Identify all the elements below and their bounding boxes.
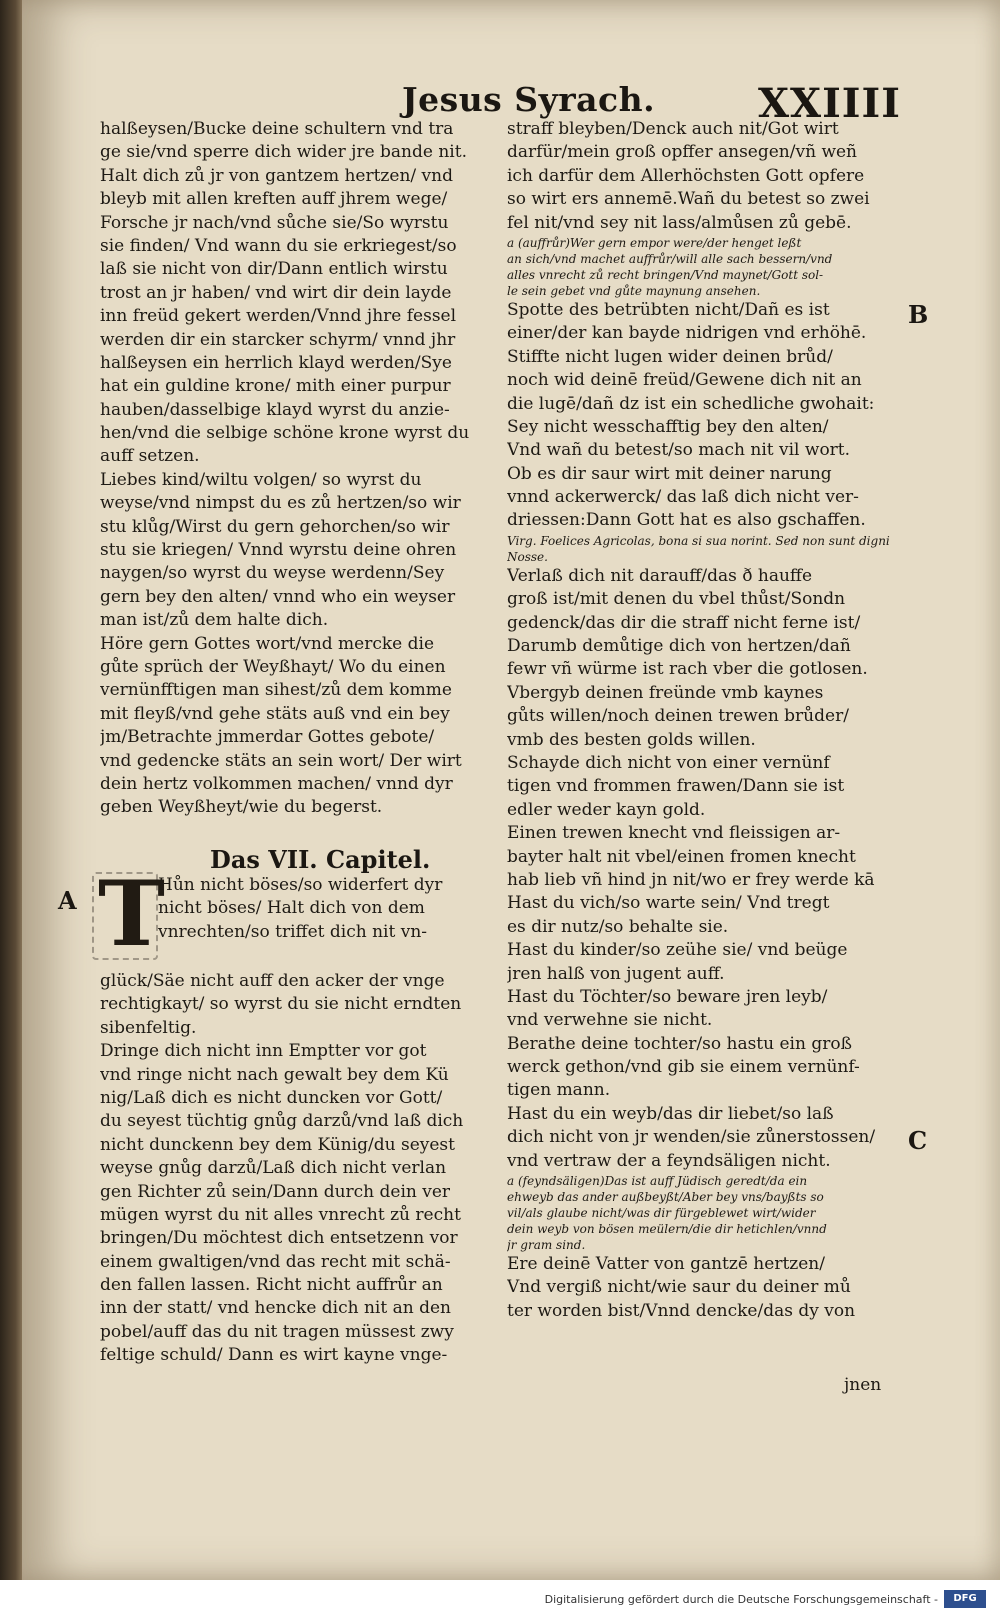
gloss-line: an sich/vnd machet auffrůr/will alle sach bessern/vnd [507,251,833,266]
text-line: Hast du vich/so warte sein/ Vnd tregt [507,893,830,914]
gloss-line: a (feyndsäligen)Das ist auff Jüdisch geredt/da ein [507,1174,808,1189]
text-line: Hůn nicht böses/so widerfert dyr [158,875,443,895]
text-line: Einen trewen knecht vnd fleissigen ar- [507,823,841,844]
book-page [22,0,1000,1580]
text-line: Forsche jr nach/vnd sůche sie/So wyrstu [100,212,449,233]
text-line: sie finden/ Vnd wann du sie erkriegest/so [100,235,457,256]
gloss-line: Nosse. [507,549,548,564]
text-line: gen Richter zů sein/Dann durch dein ver [100,1181,451,1202]
text-line: halßeysen ein herrlich klayd werden/Sye [100,352,452,373]
text-line: du seyest tüchtig gnůg darzů/vnd laß dich [100,1111,464,1132]
text-line: einer/der kan bayde nidrigen vnd erhöhē. [507,323,867,344]
text-line: vnd verwehne sie nicht. [507,1010,713,1031]
text-line: geben Weyßheyt/wie du begerst. [100,797,383,818]
running-title: Jesus Syrach. [402,80,656,119]
text-line: Hast du ein weyb/das dir liebet/so laß [507,1103,834,1124]
text-line: Verlaß dich nit darauff/das ð hauffe [507,565,813,586]
gloss-line: a (auffrůr)Wer gern empor were/der henget leßt [507,235,802,250]
text-line: Halt dich zů jr von gantzem hertzen/ vnd [100,165,453,186]
margin-marker-c: C [908,1126,928,1155]
text-line: fewr vñ würme ist rach vber die gotlosen. [507,659,868,680]
chapter-first-lines [158,874,492,944]
text-line: vnd gedencke stäts an sein wort/ Der wirt [100,750,462,771]
text-line: darfür/mein groß opffer ansegen/vñ weñ [507,142,858,163]
drop-cap-initial: T [98,861,165,967]
folio-number: XXIIII [758,80,901,127]
text-line: Spotte des betrübten nicht/Dañ es ist [507,299,830,320]
text-line: Vnd vergiß nicht/wie saur du deiner mů [507,1277,851,1298]
footer-credit: Digitalisierung gefördert durch die Deutsche Forschungsgemeinschaft - [544,1593,938,1606]
text-line: einem gwaltigen/vnd das recht mit schä- [100,1251,451,1272]
text-line: jm/Betrachte jmmerdar Gottes gebote/ [100,727,435,748]
gloss-line: ehweyb das ander außbeyßt/Aber bey vns/bayßts so [507,1190,824,1205]
text-line: groß ist/mit denen du vbel thůst/Sondn [507,589,846,610]
text-line: gedenck/das dir die straff nicht ferne ist/ [507,612,861,633]
text-line: fel nit/vnd sey nit lass/almůsen zů gebē. [507,212,852,233]
text-line: vnd ringe nicht nach gewalt bey dem Kü [100,1064,449,1085]
text-line: bleyb mit allen kreften auff jhrem wege/ [100,189,448,210]
text-line: tigen vnd frommen frawen/Dann sie ist [507,776,845,797]
text-line: Ob es dir saur wirt mit deiner narung [507,463,832,484]
text-line: vnnd ackerwerck/ das laß dich nicht ver- [507,487,859,508]
text-line: es dir nutz/so behalte sie. [507,916,729,937]
text-line: glück/Säe nicht auff den acker der vnge [100,971,445,991]
text-line: nicht böses/ Halt dich von dem [158,898,425,919]
text-line: mügen wyrst du nit alles vnrecht zů recht [100,1204,461,1225]
text-line: ge sie/vnd sperre dich wider jre bande nit. [100,142,467,163]
text-line: gůts willen/noch deinen trewen brůder/ [507,706,849,727]
text-line: Vnd wañ du betest/so mach nit vil wort. [507,440,851,461]
text-line: gůte sprüch der Weyßhayt/ Wo du einen [100,656,446,677]
text-line: Vbergyb deinen freünde vmb kaynes [507,682,824,703]
text-line: Darumb demůtige dich von hertzen/dañ [507,636,851,657]
gloss-line: le sein gebet vnd gůte maynung ansehen. [507,283,761,298]
text-line: vmb des besten golds willen. [507,729,756,750]
text-line: werden dir ein starcker schyrm/ vnnd jhr [100,329,456,350]
text-line: Sey nicht wesschafftig bey den alten/ [507,416,829,437]
gloss-line: Virg. Foelices Agricolas, bona si sua norint. Sed non sunt digni [507,533,890,548]
text-line: Liebes kind/wiltu volgen/ so wyrst du [100,469,422,490]
text-line: gern bey den alten/ vnnd who ein weyser [100,586,456,607]
text-line: hen/vnd die selbige schöne krone wyrst du [100,423,470,444]
gloss-line: jr gram sind. [507,1238,586,1253]
text-line: naygen/so wyrst du weyse werdenn/Sey [100,563,445,584]
left-column [100,118,492,820]
text-line: halßeysen/Bucke deine schultern vnd tra [100,119,454,139]
text-line: stu klůg/Wirst du gern gehorchen/so wir [100,516,450,537]
text-line: mit fleyß/vnd gehe stäts auß vnd ein bey [100,703,450,724]
text-line: hab lieb vñ hind jn nit/wo er frey werde kā [507,869,875,890]
text-line: rechtigkayt/ so wyrst du sie nicht erndten [100,994,462,1015]
text-line: jren halß von jugent auff. [507,963,725,984]
text-line: straff bleyben/Denck auch nit/Got wirt [507,119,839,139]
text-line: man ist/zů dem halte dich. [100,610,329,631]
text-line: bringen/Du möchtest dich entsetzenn vor [100,1228,458,1249]
chapter-body [100,970,492,1368]
gloss-line: dein weyb von bösen meülern/die dir hetichlen/vnnd [507,1222,827,1237]
text-line: noch wid deinē freüd/Gewene dich nit an [507,370,862,391]
text-line: inn der statt/ vnd hencke dich nit an den [100,1298,451,1319]
text-line: Schayde dich nicht von einer vernünf [507,752,830,773]
text-line: feltige schuld/ Dann es wirt kayne vnge- [100,1345,448,1366]
text-line: die lugē/dañ dz ist ein schedliche gwohait: [507,393,875,414]
text-line: den fallen lassen. Richt nicht auffrůr an [100,1275,443,1296]
margin-marker-a: A [58,886,77,915]
catchword: jnen [844,1375,882,1395]
text-line: stu sie kriegen/ Vnnd wyrstu deine ohren [100,540,457,561]
text-line: vernünfftigen man sihest/zů dem komme [100,680,452,701]
text-line: ich darfür dem Allerhöchsten Gott opfere [507,165,865,186]
text-line: ter worden bist/Vnnd dencke/das dy von [507,1300,856,1321]
text-line: Stiffte nicht lugen wider deinen brůd/ [507,346,833,367]
text-line: laß sie nicht von dir/Dann entlich wirstu [100,259,448,280]
text-line: Dringe dich nicht inn Emptter vor got [100,1041,427,1062]
text-line: weyse gnůg darzů/Laß dich nicht verlan [100,1158,447,1179]
text-line: nig/Laß dich es nicht duncken vor Gott/ [100,1087,443,1108]
text-line: Höre gern Gottes wort/vnd mercke die [100,633,435,654]
text-line: sibenfeltig. [100,1017,197,1038]
chapter-heading: Das VII. Capitel. [210,845,431,874]
text-line: weyse/vnd nimpst du es zů hertzen/so wir [100,493,461,514]
text-line: hat ein guldine krone/ mith einer purpur [100,376,451,397]
text-line: so wirt ers annemē.Wañ du betest so zwei [507,189,870,210]
text-line: pobel/auff das du nit tragen müssest zwy [100,1321,454,1342]
text-line: nicht dunckenn bey dem Künig/du seyest [100,1134,455,1155]
text-line: hauben/dasselbige klayd wyrst du anzie- [100,399,450,420]
text-line: edler weder kayn gold. [507,799,706,820]
text-line: dich nicht von jr wenden/sie zůnerstossen/ [507,1127,876,1148]
text-line: werck gethon/vnd gib sie einem vernünf- [507,1057,860,1078]
margin-marker-b: B [908,300,929,329]
text-line: Hast du Töchter/so beware jren leyb/ [507,986,828,1007]
gloss-line: vil/als glaube nicht/was dir fürgeblewet wirt/wider [507,1206,816,1221]
text-line: auff setzen. [100,446,200,467]
text-line: bayter halt nit vbel/einen fromen knecht [507,846,856,867]
text-line: Berathe deine tochter/so hastu ein groß [507,1033,852,1054]
text-line: driessen:Dann Gott hat es also gschaffen. [507,510,866,531]
text-line: vnrechten/so triffet dich nit vn- [158,921,428,942]
dfg-logo: DFG [944,1590,986,1608]
text-line: trost an jr haben/ vnd wirt dir dein layde [100,282,452,303]
text-line: vnd vertraw der a feyndsäligen nicht. [507,1150,831,1171]
gloss-line: alles vnrecht zů recht bringen/Vnd maynet/Gott sol- [507,267,824,282]
right-column [507,118,899,1323]
digitization-footer [0,1580,1000,1623]
text-line: inn freüd gekert werden/Vnnd jhre fessel [100,306,457,327]
text-line: tigen mann. [507,1080,611,1101]
text-line: dein hertz volkommen machen/ vnnd dyr [100,773,453,794]
text-line: Ere deinē Vatter von gantzē hertzen/ [507,1254,825,1275]
text-line: Hast du kinder/so zeühe sie/ vnd beüge [507,940,848,961]
